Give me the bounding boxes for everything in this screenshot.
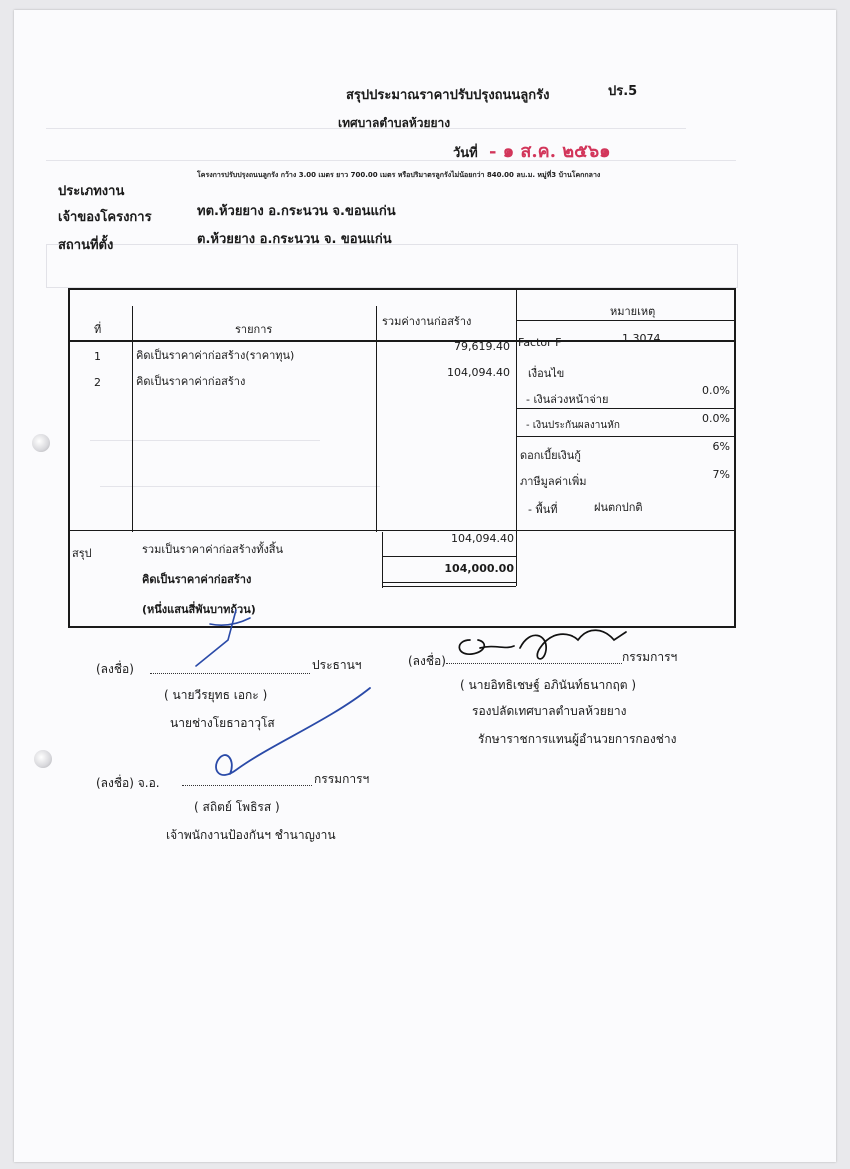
guarantee-label: - เงินประกันผลงานหัก bbox=[526, 420, 620, 431]
header-note: หมายเหตุ bbox=[610, 305, 656, 318]
advance-label: - เงินล่วงหน้าจ่าย bbox=[526, 393, 609, 406]
note-sep-1 bbox=[516, 408, 734, 409]
row-2-item: คิดเป็นราคาค่าก่อสร้าง bbox=[136, 375, 246, 388]
member-sign-prefix: (ลงชื่อ) จ.อ. bbox=[96, 776, 160, 790]
header-no: ที่ bbox=[94, 323, 102, 336]
page-title: สรุปประมาณราคาปรับปรุงถนนลูกรัง bbox=[346, 88, 550, 103]
conditions-label: เงื่อนไข bbox=[528, 367, 565, 380]
show-through-line bbox=[46, 160, 736, 161]
owner-value: ทต.ห้วยยาง อ.กระนวน จ.ขอนแก่น bbox=[197, 204, 396, 219]
summary-rounded-label: คิดเป็นราคาค่าก่อสร้าง bbox=[142, 573, 252, 586]
site-value: ต.ห้วยยาง อ.กระนวน จ. ขอนแก่น bbox=[197, 232, 392, 247]
site-label: สถานที่ตั้ง bbox=[58, 238, 114, 253]
committee-position-1: รองปลัดเทศบาลตำบลห้วยยาง bbox=[472, 704, 627, 718]
note-sep-2 bbox=[516, 436, 734, 437]
header-cost: รวมค่างานก่อสร้าง bbox=[382, 315, 472, 328]
chair-sign-line bbox=[150, 672, 310, 674]
notes-header-divider bbox=[516, 320, 734, 321]
vat-label: ภาษีมูลค่าเพิ่ม bbox=[520, 475, 587, 488]
date-label: วันที่ bbox=[453, 146, 478, 161]
summary-total-value: 104,094.40 bbox=[451, 532, 514, 545]
chair-position: นายช่างโยธาอาวุโส bbox=[170, 716, 275, 730]
row-2-cost: 104,094.40 bbox=[447, 366, 510, 379]
summary-rounded-value: 104,000.00 bbox=[444, 562, 514, 575]
organization-name: เทศบาลตำบลห้วยยาง bbox=[338, 116, 451, 130]
summary-amount-words: (หนึ่งแสนสี่พันบาทถ้วน) bbox=[142, 603, 256, 616]
committee-name: ( นายอิทธิเชษฐ์ อภินันท์ธนากฤต ) bbox=[460, 678, 637, 692]
member-sign-line bbox=[182, 784, 312, 786]
punch-hole-top bbox=[32, 434, 50, 452]
chair-sign-prefix: (ลงชื่อ) bbox=[96, 662, 134, 676]
work-type-label: ประเภทงาน bbox=[58, 184, 125, 199]
area-label: - พื้นที่ bbox=[528, 503, 558, 516]
area-value: ฝนตกปกติ bbox=[594, 501, 643, 514]
body-bottom-divider bbox=[70, 530, 734, 531]
row-2-no: 2 bbox=[94, 376, 101, 389]
row-1-item: คิดเป็นราคาค่าก่อสร้าง(ราคาทุน) bbox=[136, 349, 295, 362]
cost-summary-table bbox=[68, 288, 736, 628]
summary-total-label: รวมเป็นราคาค่าก่อสร้างทั้งสิ้น bbox=[142, 543, 284, 556]
col-divider-2 bbox=[376, 306, 377, 532]
col-divider-1 bbox=[132, 306, 133, 532]
rounded-double-underline-2 bbox=[382, 586, 516, 587]
member-role: กรรมการฯ bbox=[314, 772, 370, 786]
committee-position-2: รักษาราชการแทนผู้อำนวยการกองช่าง bbox=[478, 732, 677, 746]
interest-value: 6% bbox=[712, 440, 730, 453]
factor-label: Factor F bbox=[518, 336, 562, 349]
member-position: เจ้าพนักงานป้องกันฯ ชำนาญงาน bbox=[166, 828, 336, 842]
interest-label: ดอกเบี้ยเงินกู้ bbox=[520, 449, 581, 462]
summary-label: สรุป bbox=[72, 547, 92, 560]
vat-value: 7% bbox=[712, 468, 730, 481]
row-1-cost: 79,619.40 bbox=[454, 340, 510, 353]
committee-role: กรรมการฯ bbox=[622, 650, 678, 664]
col-divider-3 bbox=[516, 290, 517, 586]
work-type-value: โครงการปรับปรุงถนนลูกรัง กว้าง 3.00 เมตร ยาว 700.00 เมตร หรือปริมาตรลูกรังไม่น้อยกว่า 840.00 ลบ.ม. หมู่ที่3 บ้านโคกกลาง bbox=[197, 171, 601, 179]
guarantee-value: 0.0% bbox=[702, 412, 730, 425]
row-1-no: 1 bbox=[94, 350, 101, 363]
form-number: ปร.5 bbox=[608, 84, 638, 99]
member-name: ( สถิตย์ โพธิรส ) bbox=[194, 800, 280, 814]
advance-value: 0.0% bbox=[702, 384, 730, 397]
punch-hole-bottom bbox=[34, 750, 52, 768]
chair-name: ( นายวีรยุทธ เอกะ ) bbox=[164, 688, 268, 702]
date-value: - ๑ ส.ค. ๒๕๖๑ bbox=[489, 141, 611, 162]
owner-label: เจ้าของโครงการ bbox=[58, 210, 152, 225]
committee-sign-prefix: (ลงชื่อ) bbox=[408, 654, 446, 668]
show-through-table bbox=[46, 244, 738, 288]
rounded-double-underline-1 bbox=[382, 582, 516, 583]
factor-value: 1.3074 bbox=[622, 332, 661, 345]
committee-sign-line bbox=[446, 662, 622, 664]
total-underline bbox=[382, 556, 516, 557]
header-item: รายการ bbox=[235, 323, 273, 336]
chair-role: ประธานฯ bbox=[312, 658, 362, 672]
